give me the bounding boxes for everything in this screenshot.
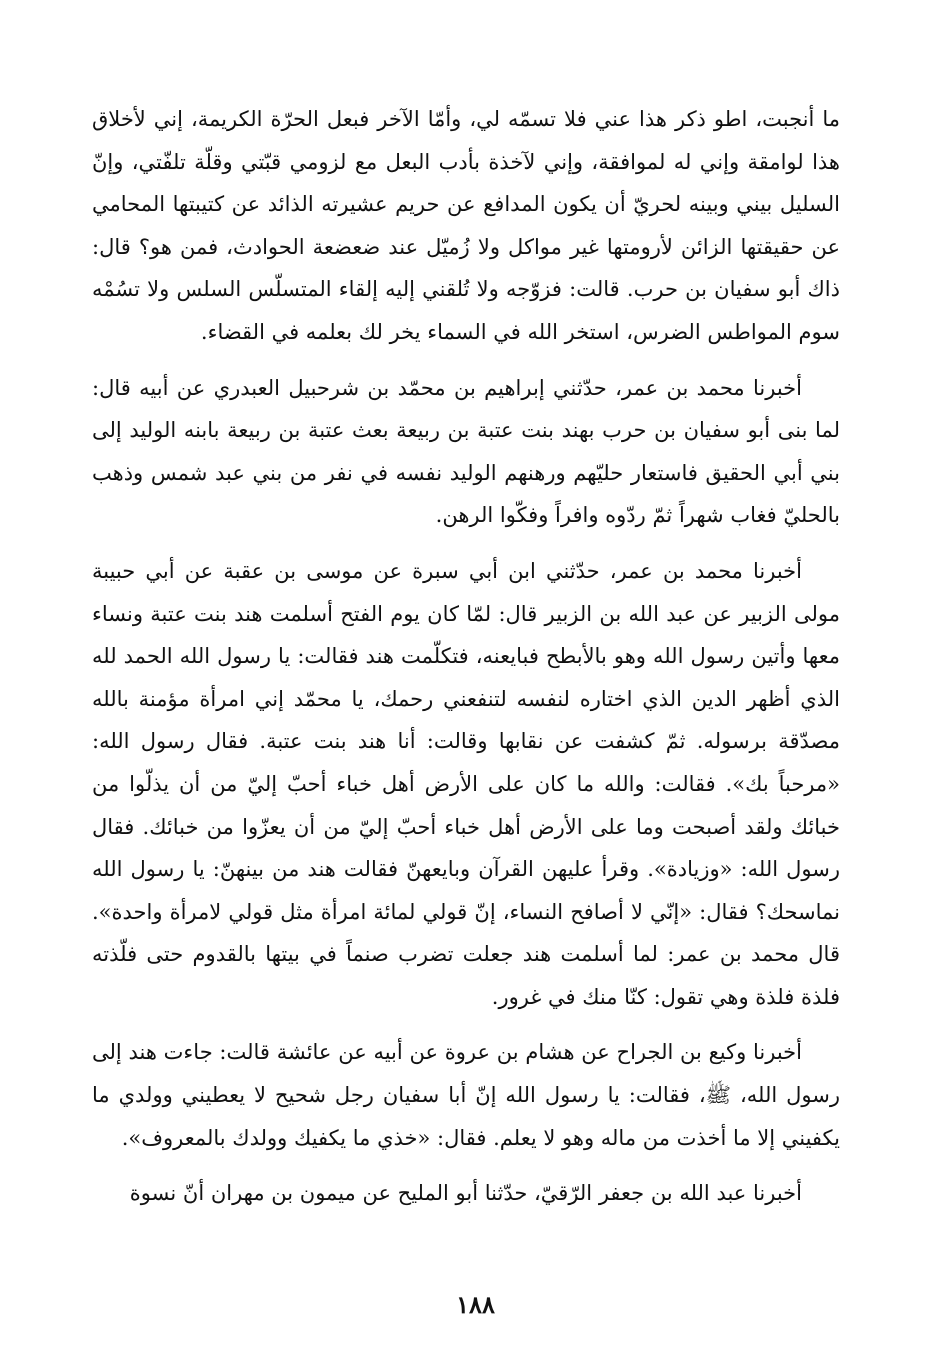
paragraph-1: ما أنجبت، اطو ذكر هذا عني فلا تسمّه لي، وأمّا الآخر فبعل الحرّة الكريمة، إني لأخلاق هذا لوامقة وإني له لموافقة، وإني لآخذة بأدب البعل مع لزومي قبّتي وقلّة تلفّتي، وإنّ السليل بيني وبينه لحريّ أن يكون المدافع عن حريم عشيرته الذائد عن كتيبتها المحامي عن حقيقتها الزائن لأرومتها غير مواكل ولا زُميّل عند ضعضعة الحوادث، فمن هو؟ قال: ذاك أبو سفيان بن حرب. قالت: فزوّجه ولا تُلقني إليه إلقاء المتسلّس السلس ولا تسُمْه سوم المواطس الضرس، استخر الله في السماء يخر لك بعلمه في القضاء. xyxy=(92,107,840,344)
paragraph-3: أخبرنا محمد بن عمر، حدّثني ابن أبي سبرة عن موسى بن عقبة عن أبي حبيبة مولى الزبير عن عبد الله بن الزبير قال: لمّا كان يوم الفتح أسلمت هند بنت عتبة ونساء معها وأتين رسول الله وهو بالأبطح فبايعنه، فتكلّمت هند فقالت: يا رسول الله الحمد لله الذي أظهر الدين الذي اختاره لنفسه لتنفعني رحمك، يا محمّد إني امرأة مؤمنة بالله مصدّقة برسوله. ثمّ كشفت عن نقابها وقالت: أنا هند بنت عتبة. فقال رسول الله: «مرحباً بك». فقالت: والله ما كان على الأرض أهل خباء أحبّ إليّ من أن يذلّوا من خبائك ولقد أصبحت وما على الأرض أهل خباء أحبّ إليّ من أن يعزّوا من خبائك. فقال رسول الله: «وزيادة». وقرأ عليهن القرآن وبايعهنّ فقالت هند من بينهنّ: يا رسول الله نماسحك؟ فقال: «إنّي لا أصافح النساء، إنّ قولي لمائة امرأة مثل قولي لامرأة واحدة». قال محمد بن عمر: لما أسلمت هند جعلت تضرب صنماً في بيتها بالقدوم حتى فلّذته فلذة فلذة وهي تقول: كنّا منك في غرور. xyxy=(92,558,840,1009)
paragraph-5: أخبرنا عبد الله بن جعفر الرّقيّ، حدّثنا أبو المليح عن ميمون بن مهران أنّ نسوة xyxy=(129,1181,802,1206)
page-number: ١٨٨ xyxy=(456,1290,495,1319)
paragraph-4: أخبرنا وكيع بن الجراح عن هشام بن عروة عن أبيه عن عائشة قالت: جاءت هند إلى رسول الله، ﷺ، فقالت: يا رسول الله إنّ أبا سفيان رجل شحيح لا يعطيني وولدي ما يكفيني إلا ما أخذت من ماله وهو لا يعلم. فقال: «خذي ما يكفيك وولدك بالمعروف». xyxy=(92,1040,840,1150)
page-body xyxy=(92,98,840,1228)
paragraph-2: أخبرنا محمد بن عمر، حدّثني إبراهيم بن محمّد بن شرحبيل العبدري عن أبيه قال: لما بنى أبو سفيان بن حرب بهند بنت عتبة بن ربيعة بعث عتبة بن ربيعة بابنه الوليد إلى بني أبي الحقيق فاستعار حليّهم ورهنهم الوليد نفسه في نفر من بني عبد شمس وذهب بالحليّ فغاب شهراً ثمّ ردّوه وافراً وفكّوا الرهن. xyxy=(92,375,840,528)
